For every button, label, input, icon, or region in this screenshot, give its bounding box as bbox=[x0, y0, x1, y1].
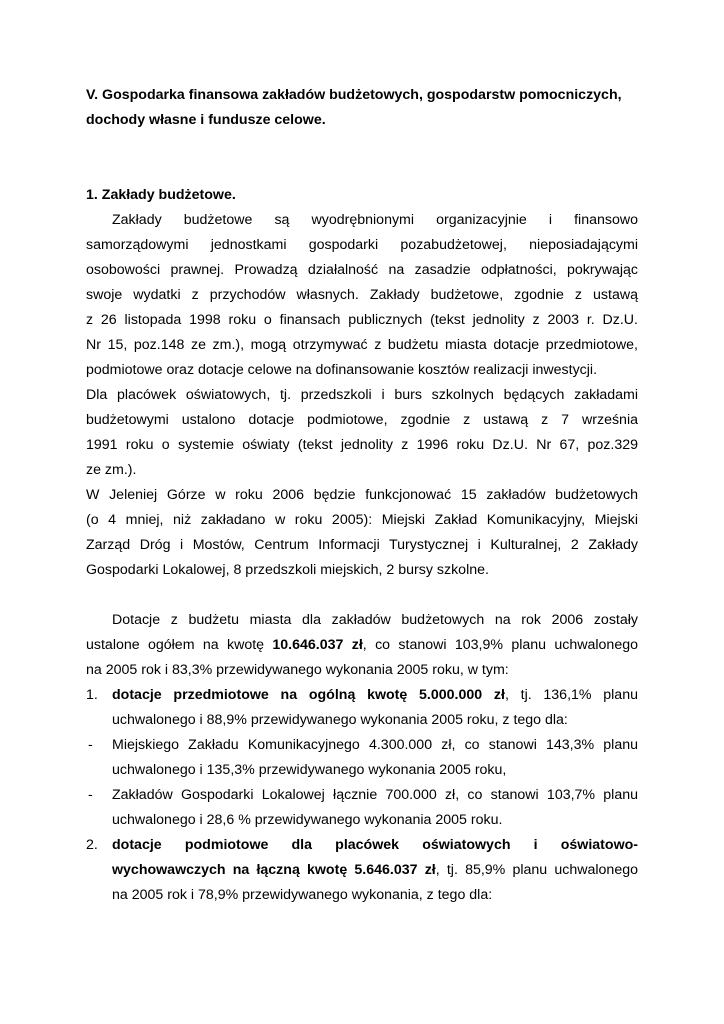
list-item-line bbox=[112, 861, 638, 879]
list-number: 2. bbox=[86, 837, 98, 853]
paragraph-4-line: Dotacje z budżetu miasta dla zakładów budżetowych na rok 2006 zostały bbox=[112, 612, 638, 628]
subsection-title: 1. Zakłady budżetowe. bbox=[86, 187, 236, 203]
dash-bullet: - bbox=[88, 787, 93, 803]
paragraph-1-line: Zakłady budżetowe są wyodrębnionymi organizacyjnie i finansowo bbox=[112, 212, 638, 228]
paragraph-2-line: Dla placówek oświatowych, tj. przedszkoli i burs szkolnych będących zakładami bbox=[86, 387, 638, 403]
dash-bullet: - bbox=[88, 737, 93, 753]
text-run: , co stanowi 103,9% planu uchwalonego bbox=[362, 637, 638, 653]
paragraph-2-line: budżetowymi ustalono dotacje podmiotowe, zgodnie z ustawą z 7 września bbox=[86, 412, 638, 428]
paragraph-2-line: 1991 roku o systemie oświaty (tekst jednolity z 1996 roku Dz.U. Nr 67, poz.329 bbox=[86, 437, 638, 453]
paragraph-4-line: na 2005 rok i 83,3% przewidywanego wykonania 2005 roku, w tym: bbox=[86, 662, 509, 678]
paragraph-3-line: Gospodarki Lokalowej, 8 przedszkoli miejskich, 2 bursy szkolne. bbox=[86, 562, 489, 578]
section-heading-line-1: V. Gospodarka finansowa zakładów budżetowych, gospodarstw pomocniczych, bbox=[86, 87, 622, 103]
paragraph-1-line: podmiotowe oraz dotacje celowe na dofinansowanie kosztów realizacji inwestycji. bbox=[86, 362, 598, 378]
list-item-line: dotacje podmiotowe dla placówek oświatowych i oświatowo- bbox=[112, 837, 638, 853]
list-item-line: na 2005 rok i 78,9% przewidywanego wykonania, z tego dla: bbox=[112, 887, 493, 903]
paragraph-3-line: W Jeleniej Górze w roku 2006 będzie funkcjonować 15 zakładów budżetowych bbox=[86, 487, 638, 503]
text-run: ustalone ogółem na kwotę bbox=[86, 637, 273, 653]
text-run: , tj. 85,9% planu uchwalonego bbox=[435, 862, 638, 878]
paragraph-1-line: osobowości prawnej. Prowadzą działalność na zasadzie odpłatności, pokrywając bbox=[86, 262, 638, 278]
total-amount: 10.646.037 zł bbox=[272, 637, 363, 653]
list-item-line bbox=[112, 686, 638, 704]
section-heading-line-2: dochody własne i fundusze celowe. bbox=[86, 112, 326, 128]
paragraph-3-line: (o 4 mniej, niż zakładano w roku 2005): Miejski Zakład Komunikacyjny, Miejski bbox=[86, 512, 638, 528]
paragraph-1-line: z 26 listopada 1998 roku o finansach publicznych (tekst jednolity z 2003 r. Dz.U. bbox=[86, 312, 638, 328]
dash-item-line: uchwalonego i 28,6 % przewidywanego wykonania 2005 roku. bbox=[112, 812, 503, 828]
dash-item-line: Zakładów Gospodarki Lokalowej łącznie 700.000 zł, co stanowi 103,7% planu bbox=[112, 787, 638, 803]
dash-item-line: Miejskiego Zakładu Komunikacyjnego 4.300.000 zł, co stanowi 143,3% planu bbox=[112, 737, 638, 753]
text-run: , tj. 136,1% planu bbox=[504, 687, 638, 703]
item-1-bold: dotacje przedmiotowe na ogólną kwotę 5.000.000 zł bbox=[112, 687, 505, 703]
paragraph-1-line: Nr 15, poz.148 ze zm.), mogą otrzymywać z budżetu miasta dotacje przedmiotowe, bbox=[86, 337, 638, 353]
list-item-line: uchwalonego i 88,9% przewidywanego wykonania 2005 roku, z tego dla: bbox=[112, 712, 568, 728]
paragraph-3-line: Zarząd Dróg i Mostów, Centrum Informacji Turystycznej i Kulturalnej, 2 Zakłady bbox=[86, 537, 638, 553]
dash-item-line: uchwalonego i 135,3% przewidywanego wykonania 2005 roku, bbox=[112, 762, 507, 778]
paragraph-4-line bbox=[86, 636, 638, 654]
list-number: 1. bbox=[86, 687, 98, 703]
paragraph-1-line: swoje wydatki z przychodów własnych. Zakłady budżetowe, zgodnie z ustawą bbox=[86, 287, 638, 303]
paragraph-1-line: samorządowymi jednostkami gospodarki pozabudżetowej, nieposiadającymi bbox=[86, 237, 638, 253]
paragraph-2-line: ze zm.). bbox=[86, 462, 137, 478]
item-2-bold: wychowawczych na łączną kwotę 5.646.037 zł bbox=[112, 862, 436, 878]
